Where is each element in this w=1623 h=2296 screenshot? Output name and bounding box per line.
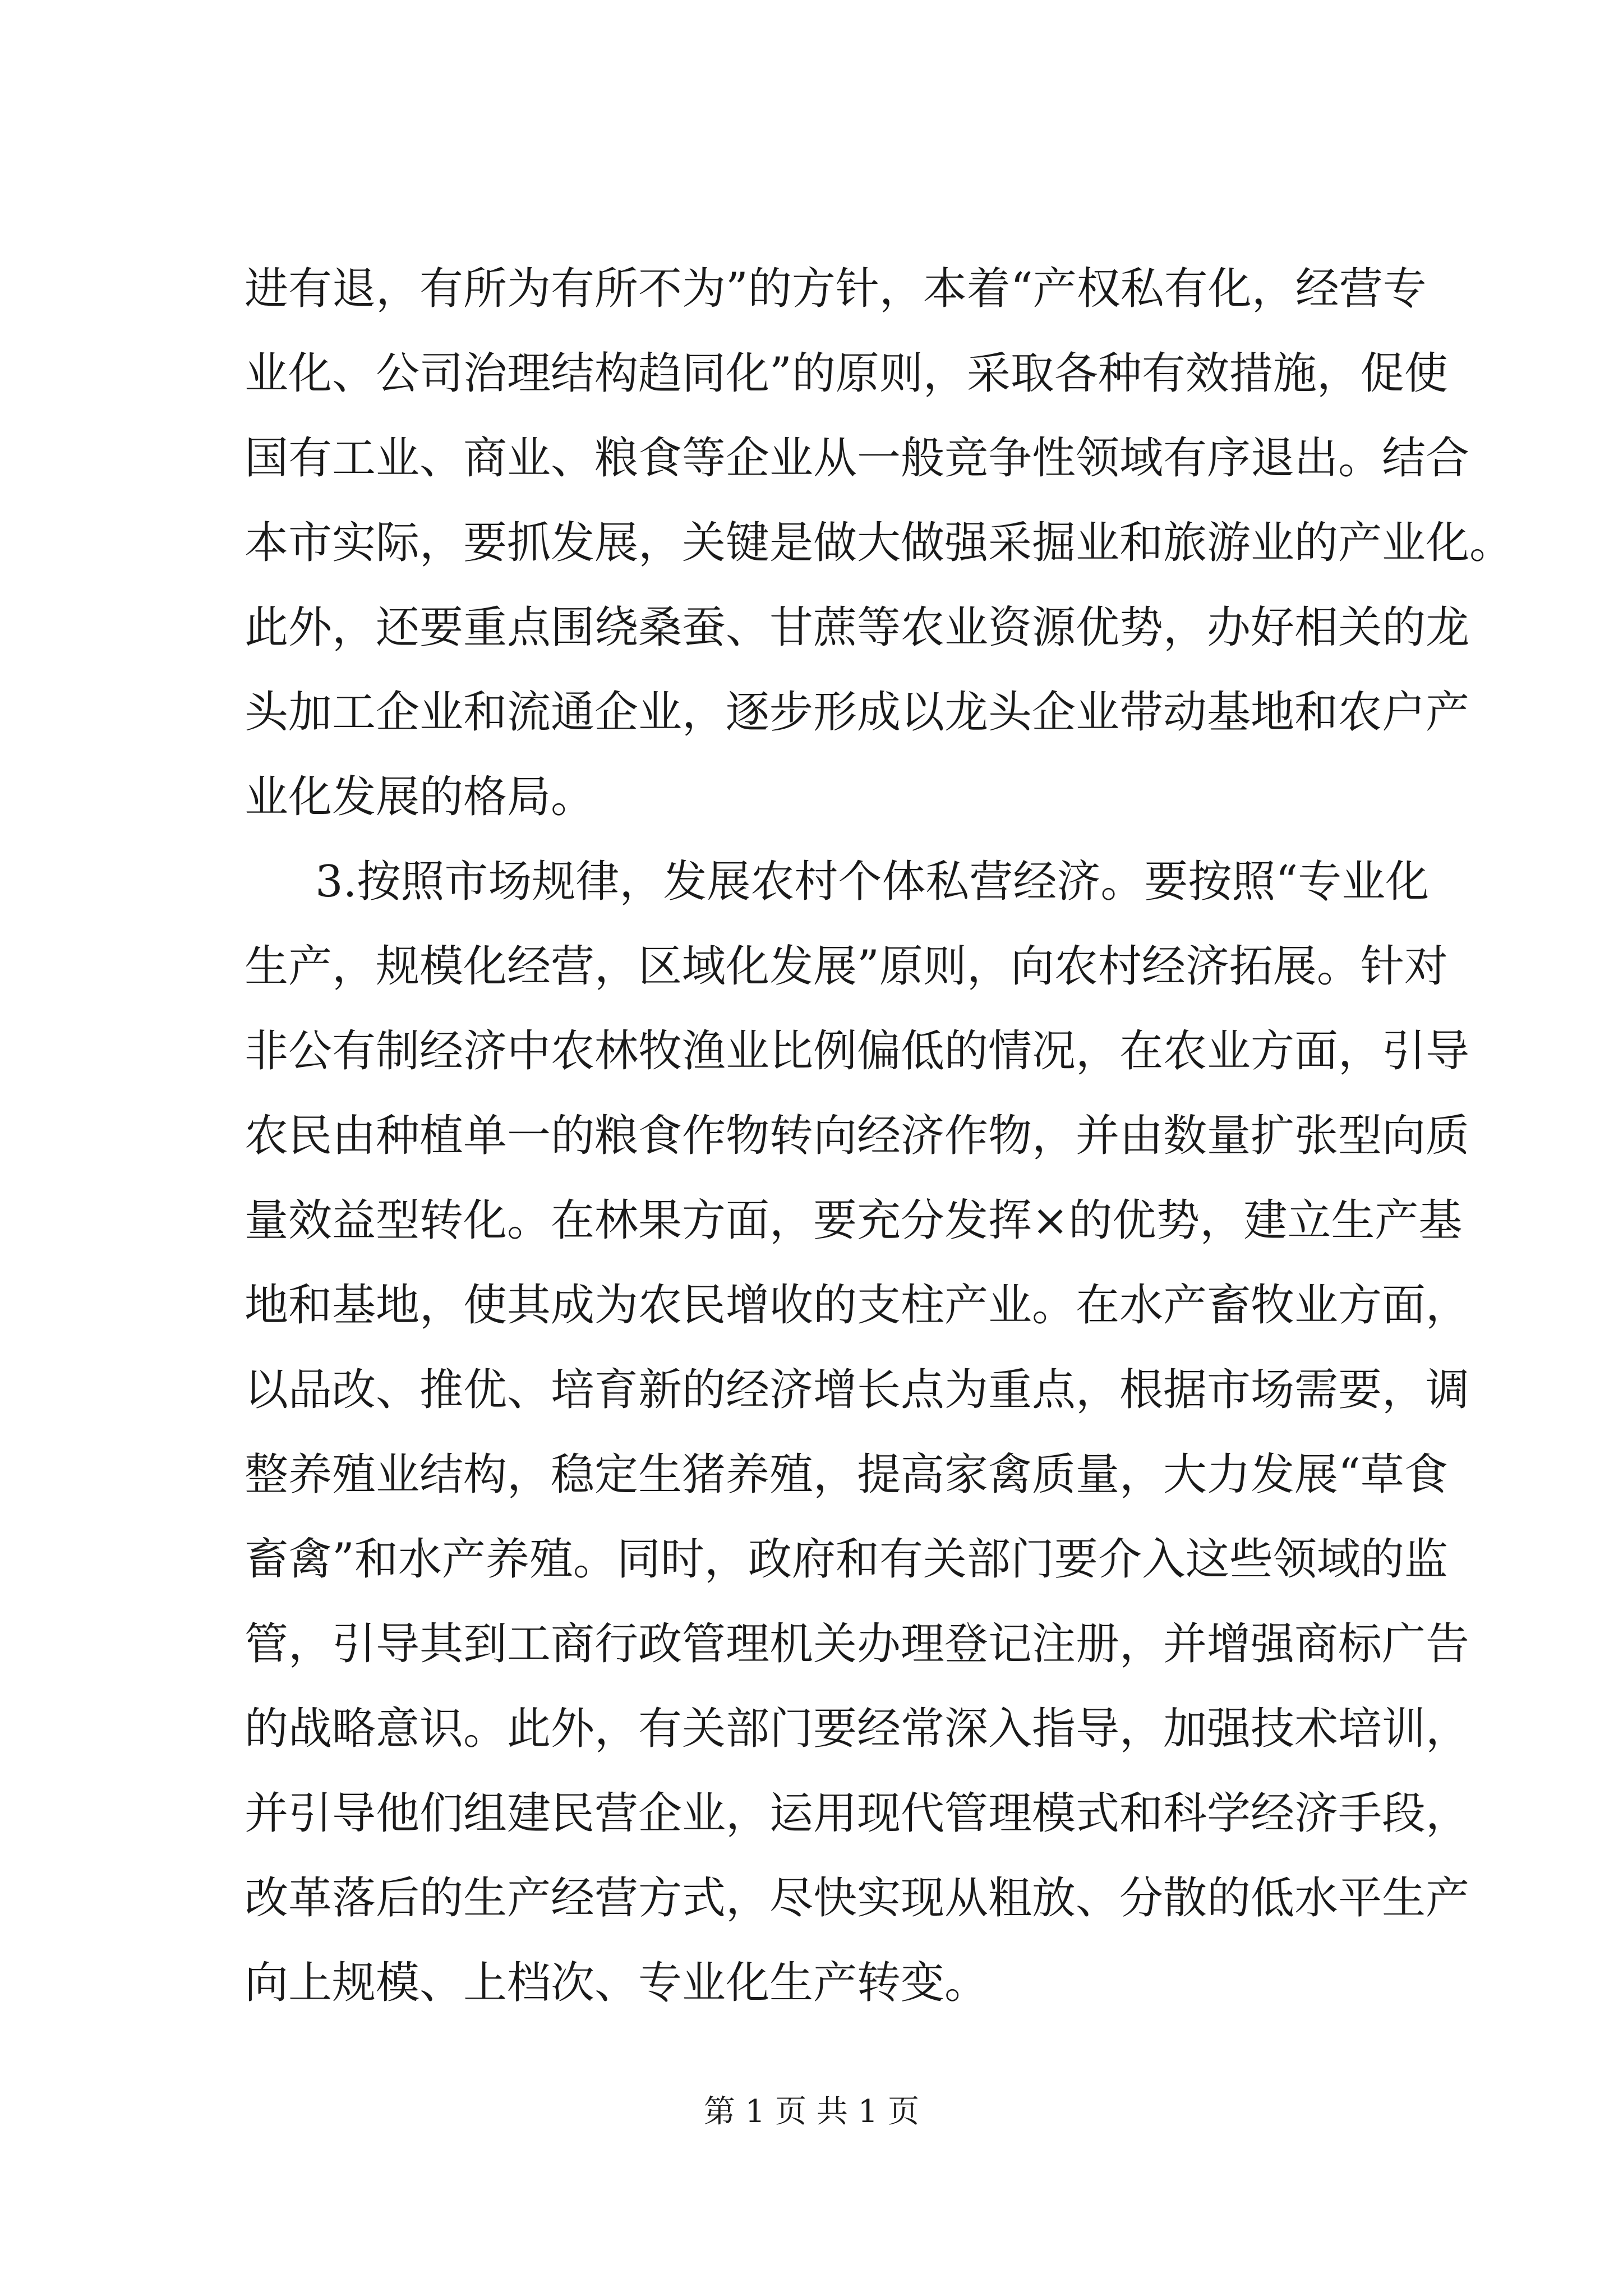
document-body [245,247,1514,2026]
body-line-15: 整养殖业结构，稳定生猪养殖，提高家禽质量，大力发展“草食 [245,1450,1448,1500]
body-line-8: 3.按照市场规律，发展农村个体私营经济。要按照“专业化 [315,857,1430,907]
body-line-6: 头加工企业和流通企业，逐步形成以龙头企业带动基地和农户产 [245,687,1470,738]
body-line-18: 的战略意识。此外，有关部门要经常深入指导，加强技术培训， [245,1704,1470,1754]
body-line-17: 管，引导其到工商行政管理机关办理登记注册，并增强商标广告 [245,1619,1470,1669]
body-line-7: 业化发展的格局。 [245,772,595,822]
body-line-21: 向上规模、上档次、专业化生产转变。 [245,1958,989,2008]
body-line-1: 进有退，有所为有所不为”的方针，本着“产权私有化，经营专 [245,264,1427,314]
body-line-14: 以品改、推优、培育新的经济增长点为重点，根据市场需要，调 [245,1365,1470,1415]
body-line-5: 此外，还要重点围绕桑蚕、甘蔗等农业资源优势，办好相关的龙 [245,602,1470,653]
body-line-16: 畜禽”和水产养殖。同时，政府和有关部门要介入这些领域的监 [245,1534,1448,1585]
page-footer [0,2090,1623,2134]
body-line-2: 业化、公司治理结构趋同化”的原则，采取各种有效措施，促使 [245,348,1448,399]
body-line-9: 生产，规模化经营，区域化发展”原则，向农村经济拓展。针对 [245,941,1448,992]
body-line-19: 并引导他们组建民营企业，运用现代管理模式和科学经济手段， [245,1788,1470,1839]
body-line-12: 量效益型转化。在林果方面，要充分发挥×的优势，建立生产基 [245,1195,1463,1246]
body-line-4: 本市实际，要抓发展，关键是做大做强采掘业和旅游业的产业化。 [245,518,1514,568]
body-line-13: 地和基地，使其成为农民增收的支柱产业。在水产畜牧业方面， [245,1280,1470,1331]
body-line-10: 非公有制经济中农林牧渔业比例偏低的情况，在农业方面，引导 [245,1026,1470,1076]
body-line-20: 改革落后的生产经营方式，尽快实现从粗放、分散的低水平生产 [245,1873,1470,1924]
page-number-label: 第 1 页 共 1 页 [703,2093,920,2130]
body-line-11: 农民由种植单一的粮食作物转向经济作物，并由数量扩张型向质 [245,1111,1470,1161]
body-line-3: 国有工业、商业、粮食等企业从一般竞争性领域有序退出。结合 [245,433,1470,484]
